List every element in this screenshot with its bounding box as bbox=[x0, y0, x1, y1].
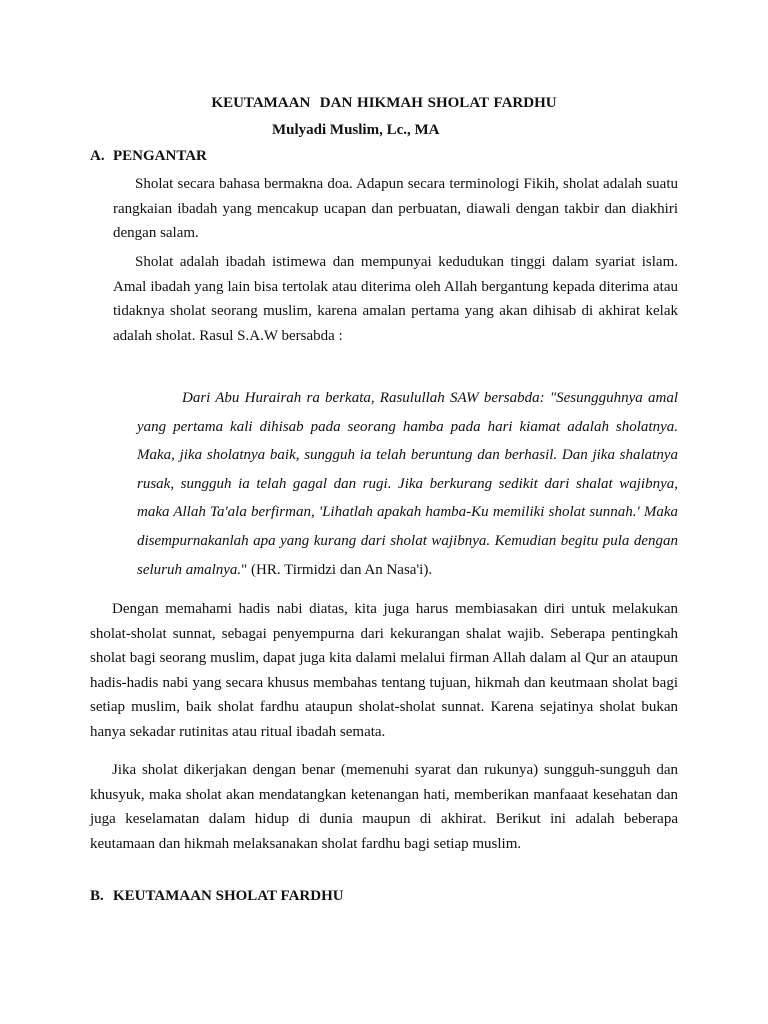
section-heading-b bbox=[90, 888, 344, 905]
hadith-source: (HR. Tirmidzi dan An Nasa'i). bbox=[247, 561, 433, 578]
section-title: KEUTAMAAN SHOLAT FARDHU bbox=[113, 888, 344, 904]
hadith-quote-text: Dari Abu Hurairah ra berkata, Rasulullah SAW bersabda: "Sesungguhnya amal yang pertama kali dihisab pada seorang hamba pada hari kiamat adalah sholatnya. Maka, jika sholatnya baik, sungguh ia telah beruntung dan berhasil. Dan jika shalatnya rusak, sungguh ia telah gagal dan rugi. Jika berkurang sedikit dari shalat wajibnya, maka Allah Ta'ala berfirman, 'Lihatlah apakah hamba-Ku memiliki sholat sunnah.' Maka disempurnakanlah apa yang kurang dari sholat wajibnya. Kemudian begitu pula dengan seluruh amalnya. bbox=[137, 390, 678, 578]
paragraph-benefits: Jika sholat dikerjakan dengan benar (memenuhi syarat dan rukunya) sungguh-sungguh dan khusyuk, maka sholat akan mendatangkan ketenangan hati, memberikan manfaaat kesehatan dan juga keselamatan dalam hidup di dunia maupun di akhirat. Berikut ini adalah beberapa keutamaan dan hikmah melaksanakan sholat fardhu bagi setiap muslim. bbox=[90, 762, 678, 852]
paragraph-sunnah: Dengan memahami hadis nabi diatas, kita juga harus membiasakan diri untuk melakukan sholat-sholat sunnat, sebagai penyempurna dari kekurangan shalat wajib. Seberapa pentingkah sholat bagi seorang muslim, dapat juga kita dalami melalui firman Allah dalam al Qur an ataupun hadis-hadis nabi yang secara khusus membahas tentang tujuan, hikmah dan keutmaan sholat bagi setiap muslim, baik sholat fardhu ataupun sholat-sholat sunnat. Karena sejatinya sholat bukan hanya sekadar rutinitas atau ritual ibadah semata. bbox=[90, 601, 678, 740]
paragraph-definition: Sholat secara bahasa bermakna doa. Adapun secara terminologi Fikih, sholat adalah suatu rangkaian ibadah yang mencakup ucapan dan perbuatan, diawali dengan takbir dan diakhiri dengan salam. bbox=[113, 176, 678, 242]
document-author: Mulyadi Muslim, Lc., MA bbox=[272, 122, 440, 138]
section-heading-a bbox=[90, 148, 207, 165]
section-number: B. bbox=[90, 888, 104, 904]
paragraph-importance: Sholat adalah ibadah istimewa dan mempunyai kedudukan tinggi dalam syariat islam. Amal ibadah yang lain bisa tertolak atau diterima oleh Allah bergantung kepada diterima atau tidaknya sholat seorang muslim, karena amalan pertama yang akan dihisab di akhirat kelak adalah sholat. Rasul S.A.W bersabda : bbox=[113, 254, 678, 344]
section-number: A. bbox=[90, 148, 105, 164]
hadith-closing-quote: " bbox=[241, 561, 248, 578]
document-title: KEUTAMAAN DAN HIKMAH SHOLAT FARDHU bbox=[211, 95, 557, 111]
section-title: PENGANTAR bbox=[113, 148, 207, 164]
hadith-quote-block bbox=[137, 384, 678, 584]
